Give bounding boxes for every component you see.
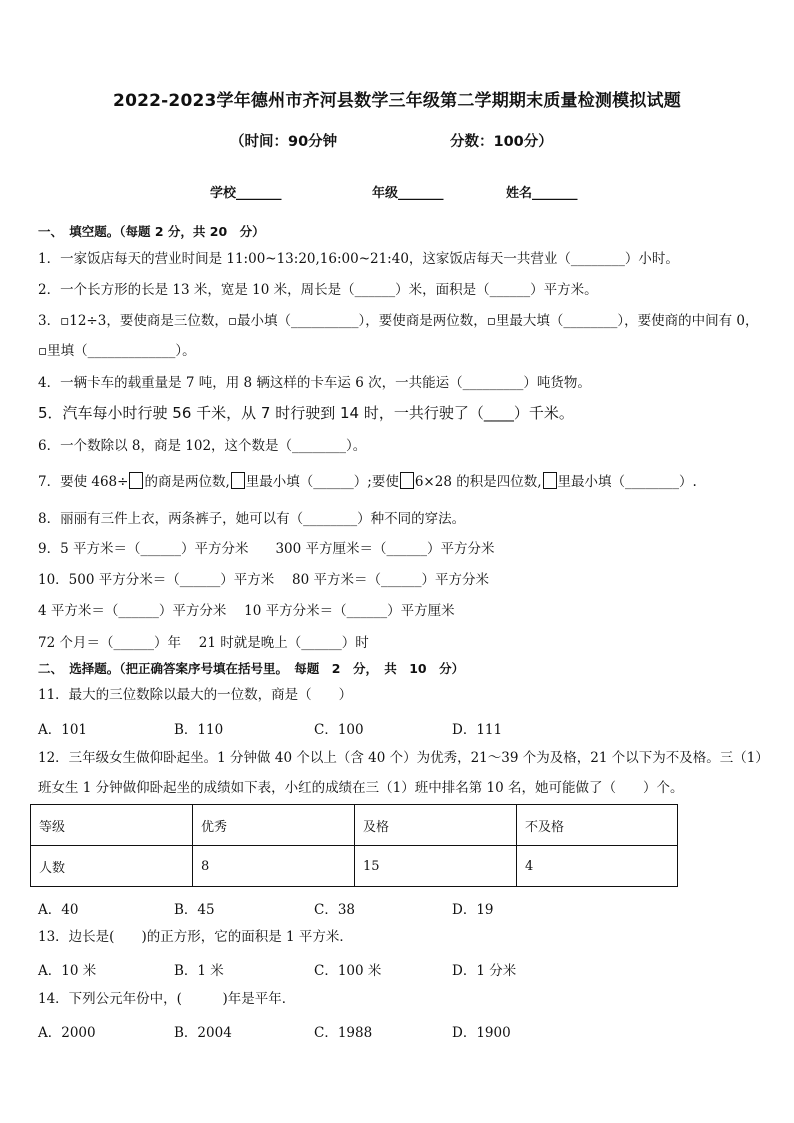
table-cell: 等级 [31,805,193,846]
option-d[interactable]: D．1 分米 [452,963,517,979]
option-b[interactable]: B．45 [174,902,215,918]
table-header-row [31,805,678,846]
question-4: 4．一辆卡车的载重量是 7 吨，用 8 辆这样的卡车运 6 次，一共能运（_________）吨货物。 [38,375,591,391]
grade-field[interactable]: 年级_______ [372,186,444,201]
question-12-line-2: 班女生 1 分钟做仰卧起坐的成绩如下表，小红的成绩在三（1）班中排名第 10 名，她可能做了（ ）个。 [38,780,684,796]
option-b[interactable]: B．2004 [174,1025,232,1041]
question-7-part-5: 里最小填（________）. [557,474,697,490]
table-cell: 8 [193,846,355,887]
option-c[interactable]: C．100 米 [314,963,382,979]
question-7-part-2: 的商是两位数, [144,474,230,490]
question-2: 2．一个长方形的长是 13 米，宽是 10 米，周长是（______）米，面积是（______）平方米。 [38,282,598,298]
name-field[interactable]: 姓名_______ [506,186,578,201]
question-7-part-1: 7．要使 468÷ [38,474,129,490]
question-5: 5．汽车每小时行驶 56 千米，从 7 时行驶到 14 时，一共行驶了（____）千米。 [38,404,574,422]
question-8: 8．丽丽有三件上衣，两条裤子，她可以有（________）种不同的穿法。 [38,511,466,527]
question-10-line-1: 10．500 平方分米＝（______）平方米 80 平方米＝（______）平方分米 [38,572,489,588]
school-field[interactable]: 学校_______ [210,186,282,201]
option-c[interactable]: C．100 [314,722,364,738]
question-14: 14．下列公元年份中，( )年是平年． [38,991,296,1007]
question-6: 6．一个数除以 8，商是 102，这个数是（________）。 [38,438,367,454]
option-d[interactable]: D．19 [452,902,494,918]
question-3-line-1: 3．▫12÷3，要使商是三位数，▫最小填（__________），要使商是两位数，▫里最大填（________），要使商的中间有 0， [38,313,759,329]
blank-box-icon [231,472,245,489]
exam-title: 2022-2023学年德州市齐河县数学三年级第二学期期末质量检测模拟试题 [113,91,681,111]
option-d[interactable]: D．1900 [452,1025,511,1041]
question-3-line-2: ▫里填（_____________）。 [38,343,196,359]
blank-box-icon [400,472,414,489]
question-9: 9．5 平方米＝（______）平方分米 300 平方厘米＝（______）平方分米 [38,541,495,557]
option-b[interactable]: B．1 米 [174,963,224,979]
question-11: 11．最大的三位数除以最大的一位数，商是（ ） [38,687,353,703]
option-a[interactable]: A．10 米 [38,963,97,979]
table-cell: 及格 [355,805,517,846]
question-10-line-3: 72 个月＝（______）年 21 时就是晚上（______）时 [38,635,369,651]
question-7 [38,472,697,491]
blank-box-icon [129,472,143,489]
option-d[interactable]: D．111 [452,722,503,738]
question-13: 13．边长是( )的正方形，它的面积是 1 平方米． [38,929,353,945]
option-c[interactable]: C．1988 [314,1025,373,1041]
option-c[interactable]: C．38 [314,902,356,918]
exam-time: （时间：90分钟 [230,134,338,150]
table-cell: 15 [355,846,517,887]
question-1: 1．一家饭店每天的营业时间是 11:00~13:20,16:00~21:40，这家饭店每天一共营业（________）小时。 [38,251,679,267]
table-cell: 不及格 [517,805,678,846]
option-a[interactable]: A．40 [38,902,79,918]
option-a[interactable]: A．2000 [38,1025,96,1041]
section-1-heading: 一、 填空题。（每题 2 分，共 20 分） [38,224,265,239]
option-b[interactable]: B．110 [174,722,224,738]
table-cell: 4 [517,846,678,887]
question-7-part-4: 6×28 的积是四位数, [414,474,542,490]
score-table [30,804,678,887]
section-2-heading: 二、 选择题。（把正确答案序号填在括号里。 每题 2 分， 共 10 分） [38,661,465,676]
table-row [31,846,678,887]
question-10-line-2: 4 平方米＝（______）平方分米 10 平方分米＝（______）平方厘米 [38,603,455,619]
table-cell: 人数 [31,846,193,887]
blank-box-icon [543,472,557,489]
question-12-line-1: 12．三年级女生做仰卧起坐。1 分钟做 40 个以上（含 40 个）为优秀，21～39 个为及格，21 个以下为不及格。三（1） [38,750,769,766]
exam-score: 分数：100分） [450,134,553,150]
question-7-part-3: 里最小填（______）;要使 [245,474,399,490]
table-cell: 优秀 [193,805,355,846]
option-a[interactable]: A．101 [38,722,88,738]
